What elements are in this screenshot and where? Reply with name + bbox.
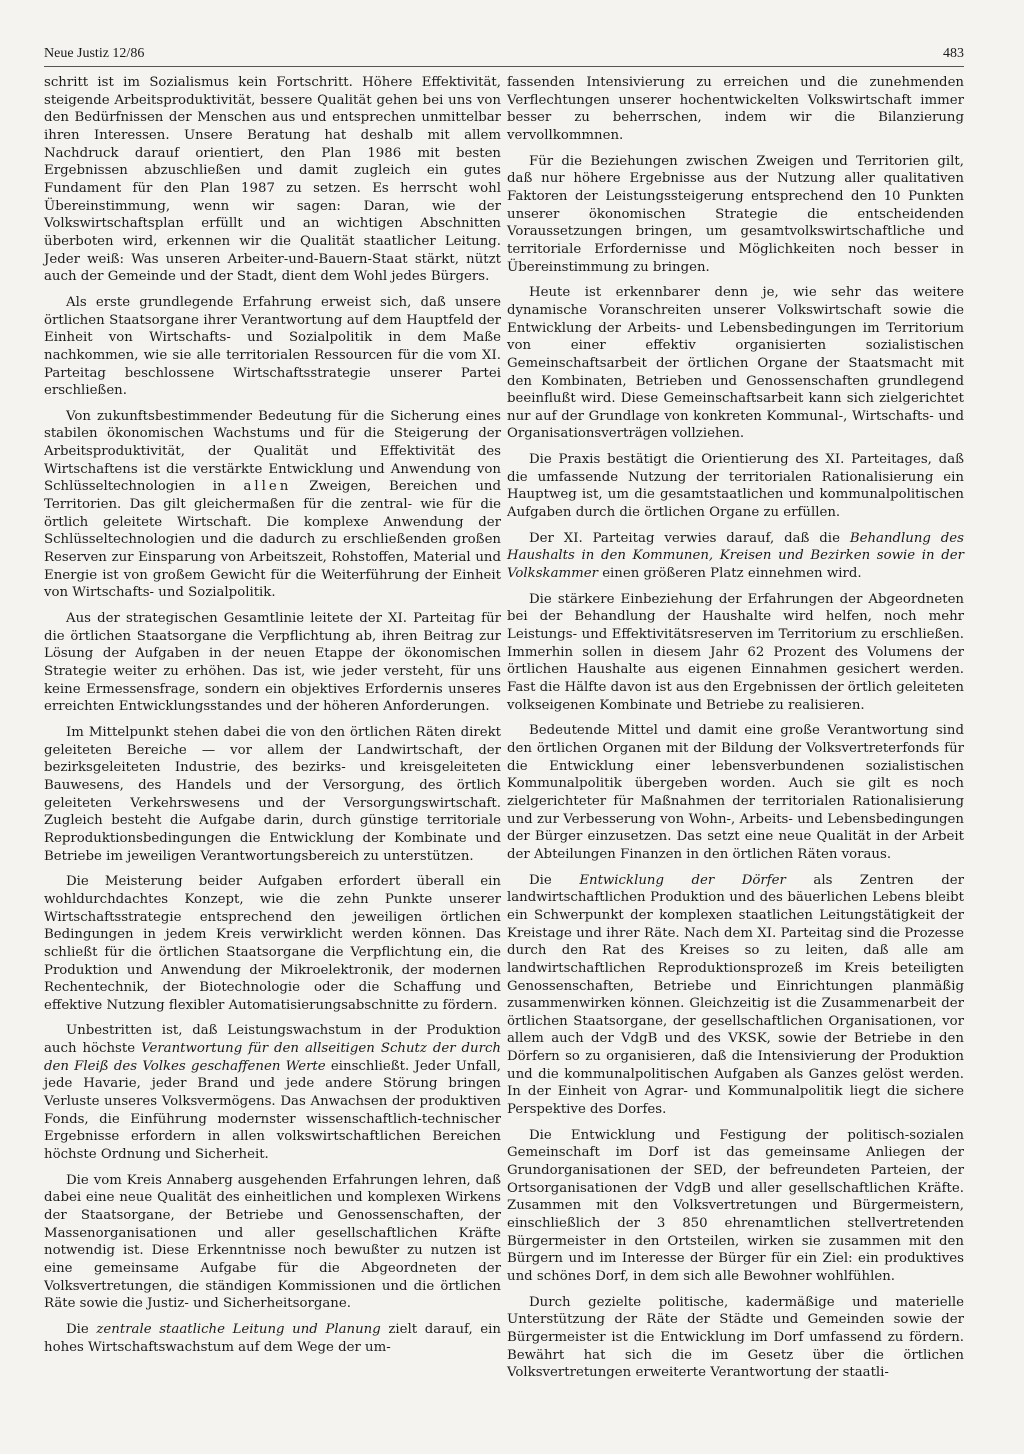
paragraph [507,872,964,1119]
paragraph: Die stärkere Einbeziehung der Erfahrungen der Abgeordneten bei der Behandlung der Haushalte wird helfen, noch mehr Leistungs- und Effektivitätsreserven im Territorium zu erschließen. Immerhin sollen in diesem Jahr 62 Prozent des Volumens der örtlichen Haushalte aus eigenen Einnahmen gesichert werden. Fast die Hälfte davon ist aus den Ergebnissen der örtlich geleiteten volkseigenen Kombinate und Betriebe zu realisieren. [507,591,964,713]
paragraph: Als erste grundlegende Erfahrung erweist sich, daß unsere örtlichen Staatsorgane ihrer Verantwortung auf dem Hauptfeld der Einheit von Wirtschafts- und Sozialpolitik in dem Maße nachkommen, wie sie alle territorialen Ressourcen für die vom XI. Parteitag beschlossene Wirtschaftsstrategie unserer Partei erschließen. [44,294,501,399]
paragraph-text: zielt darauf, ein hohes Wirtschaftswachstum auf dem Wege der um- [44,1321,501,1355]
paragraph: Die Meisterung beider Aufgaben erfordert überall ein wohldurchdachtes Konzept, wie die zehn Punkte unserer Wirtschaftsstrategie entsprechend den jeweiligen örtlichen Bedingungen in jedem Kreis verwirklicht werden können. Das schließt für die örtlichen Staatsorgane die Verpflichtung ein, die Produktion und Anwendung der Mikroelektronik, der modernen Rechentechnik, der Biotechnologie oder die Schaffung und effektive Nutzung flexibler Automatisierungsabschnitte zu fördern. [44,874,501,1013]
paragraph: Die Entwicklung und Festigung der politisch-sozialen Gemeinschaft im Dorf ist das gemeinsame Anliegen der Grundorganisationen der SED, der befreundeten Parteien, der Ortsorganisationen der VdgB und aller gesellschaftlichen Kräfte. Zusammen mit den Volksvertretungen und Bürgermeistern, einschließlich der 3 850 ehrenamtlichen stellvertretenden Bürgermeister in den Ortsteilen, wirken sie zusammen mit den Bürgern und im Interesse der Bürger für ein Ziel: ein produktives und schönes Dorf, in dem sich alle Bewohner wohlfühlen. [507,1127,964,1284]
paragraph: Heute ist erkennbarer denn je, wie sehr das weitere dynamische Voranschreiten unserer Volkswirtschaft sowie die Entwicklung der Arbeits- und Lebensbedingungen im Territorium von einer effektiv organisierten sozialistischen Gemeinschaftsarbeit der örtlichen Organe der Staatsmacht mit den Kombinaten, Betrieben und Genossenschaften grundlegend beeinflußt wird. Diese Gemeinschaftsarbeit kann sich zielgerichtet nur auf der Grundlage von konkreten Kommunal-, Wirtschafts- und Organisationsverträgen vollziehen. [507,285,964,442]
paragraph: Im Mittelpunkt stehen dabei die von den örtlichen Räten direkt geleiteten Bereiche — vor allem der Landwirtschaft, der bezirksgeleiteten Industrie, des bezirks- und kreisgeleiteten Bauwesens, des Handels und der Versorgung, des örtlich geleiteten Verkehrswesens und der Versorgungswirtschaft. Zugleich besteht die Aufgabe darin, durch günstige territoriale Reproduktionsbedingungen die Entwicklung der Kombinate und Betriebe im jeweiligen Verantwortungsbereich zu unterstützen. [44,724,501,864]
paragraph-text: einen größeren Platz einnehmen wird. [602,566,862,582]
paragraph-text: Zweigen, Bereichen und Territorien. Das gilt gleichermaßen für die zentral- wie für die örtlich geleitete Wirtschaft. Die komplexe Anwendung der Schlüsseltechnologien und die dadurch zu erschließenden großen Reserven zur Einsparung von Arbeitszeit, Rohstoffen, Material und Energie ist von großem Gewicht für die Weiterführung der Einheit von Wirtschafts- und Sozialpolitik. [44,479,501,601]
paragraph: schritt ist im Sozialismus kein Fortschritt. Höhere Effektivität, steigende Arbeitsproduktivität, bessere Qualität gehen bei uns von den Bedürfnissen der Menschen aus und entsprechen unmittelbar ihren Interessen. Unsere Beratung hat deshalb mit allem Nachdruck darauf orientiert, den Plan 1986 mit besten Ergebnissen abzuschließen und damit zugleich ein gutes Fundament für den Plan 1987 zu setzen. Es herrscht wohl Übereinstimmung, wenn wir sagen: Daran, wie der Volkswirtschaftsplan erfüllt und an wichtigen Abschnitten überboten wird, erkennen wir die Qualität staatlicher Leitung. Jeder weiß: Was unseren Arbeiter-und-Bauern-Staat stärkt, nützt auch der Gemeinde und der Stadt, dient dem Wohl jedes Bürgers. [44,75,501,285]
paragraph: Für die Beziehungen zwischen Zweigen und Territorien gilt, daß nur höhere Ergebnisse aus der Nutzung aller qualitativen Faktoren der Leistungssteigerung entsprechend den 10 Punkten unserer ökonomischen Strategie die entscheidenden Voraussetzungen bringen, um gesamtvolkswirtschaftliche und territoriale Erfordernisse und Möglichkeiten noch besser in Übereinstimmung zu bringen. [507,153,964,275]
paragraph-text: Die [529,872,552,888]
right-column [507,74,964,1390]
paragraph [507,530,964,583]
paragraph: Die vom Kreis Annaberg ausgehenden Erfahrungen lehren, daß dabei eine neue Qualität des einheitlichen und komplexen Wirkens der Staatsorgane, der Betriebe und Genossenschaften, der Massenorganisationen und aller gesellschaftlichen Kräfte notwendig ist. Diese Erkenntnisse noch bewußter zu nutzen ist eine gemeinsame Aufgabe für die Abgeordneten der Volksvertretungen, die ständigen Kommissionen und die örtlichen Räte sowie die Justiz- und Sicherheitsorgane. [44,1172,501,1312]
paragraph [44,408,501,602]
italic-emphasis: Behandlung des Haushalts in den Kommunen, Kreisen und Bezirken sowie in der Volkskammer [507,530,964,582]
italic-emphasis: zentrale staatliche Leitung und Planung [96,1321,381,1337]
journal-title: Neue Justiz 12/86 [44,46,145,61]
paragraph [44,1321,501,1356]
running-header [44,42,964,64]
paragraph-text: einschließt. Jeder Unfall, jede Havarie, jeder Brand und jede andere Störung bringen Verluste unseres Volksvermögens. Das Anwachsen der produktiven Fonds, die Einführung modernster wissenschaftlich-technischer Ergebnisse erfordern in allen volkswirtschaftlichen Bereichen höchste Ordnung und Sicherheit. [44,1058,502,1163]
header-rule [44,66,964,67]
italic-emphasis: Verantwortung für den allseitigen Schutz der durch den Fleiß des Volkes geschaffenen Werte [44,1041,501,1074]
paragraph-text: Von zukunftsbestimmender Bedeutung für die Sicherung eines stabilen ökonomischen Wachstums und für die Steigerung der Arbeitsproduktivität, der Qualität und Effektivität des Wirtschaftens ist die verstärkte Entwicklung und Anwendung von Schlüsseltechnologien in [44,408,501,495]
paragraph: Bedeutende Mittel und damit eine große Verantwortung sind den örtlichen Organen mit der Bildung der Volksvertreterfonds für die Entwicklung einer lebensverbundenen sozialistischen Kommunalpolitik übergeben worden. Auch sie gilt es noch zielgerichteter für Maßnahmen der territorialen Rationalisierung und zur Verbesserung von Wohn-, Arbeits- und Lebensbedingungen der Bürger einzusetzen. Das setzt eine neue Qualität in der Arbeit der Abteilungen Finanzen in den örtlichen Räten voraus. [507,723,964,862]
paragraph-text: Die [66,1321,89,1337]
spaced-emphasis: allen [243,479,292,495]
paragraph-text: als Zentren der landwirtschaftlichen Produktion und des bäuerlichen Lebens bleibt ein Schwerpunkt der komplexen staatlichen Leitungstätigkeit der Kreistage und ihrer Räte. Nach dem XI. Parteitag sind die Prozesse durch den Rat des Kreises so zu leiten, daß alle am landwirtschaftlichen Reproduktionsprozeß im Kreis beteiligten Genossenschaften, Betriebe und Einrichtungen planmäßig zusammenwirken können. Gleichzeitig ist die Zusammenarbeit der örtlichen Staatsorgane, der gesellschaftlichen Organisationen, vor allem auch der VdgB und des VKSK, sowie der Betriebe in den Dörfern so zu organisieren, daß die Intensivierung der Produktion und die kommunalpolitischen Aufgaben als Ganzes gelöst werden. In der Einheit von Agrar- und Kommunalpolitik liegt die sichere Perspektive des Dorfes. [507,872,964,1118]
paragraph-text: Unbestritten ist, daß Leistungswachstum in der Produktion auch höchste [44,1023,501,1057]
paragraph: Aus der strategischen Gesamtlinie leitete der XI. Parteitag für die örtlichen Staatsorgane die Verpflichtung ab, ihren Beitrag zur Lösung der Aufgaben in der neuen Etappe der ökonomischen Strategie weiter zu erhöhen. Das ist, wie jeder versteht, für uns keine Ermessensfrage, sondern ein objektives Erfordernis unseres erreichten Entwicklungsstandes und der höheren Anforderungen. [44,611,501,715]
page-number: 483 [943,46,964,61]
italic-emphasis: Entwicklung der Dörfer [579,872,786,888]
paragraph: fassenden Intensivierung zu erreichen und die zunehmenden Verflechtungen unserer hochentwickelten Volkswirtschaft immer besser zu beherrschen, indem wir die Bilanzierung vervollkommnen. [507,75,964,143]
paragraph: Durch gezielte politische, kadermäßige und materielle Unterstützung der Räte der Städte und Gemeinden sowie der Bürgermeister ist die Entwicklung im Dorf umfassend zu fördern. Bewährt hat sich die im Gesetz über die örtlichen Volksvertretungen erweiterte Verantwortung der staatli- [507,1294,964,1381]
left-column [44,74,501,1364]
paragraph: Die Praxis bestätigt die Orientierung des XI. Parteitages, daß die umfassende Nutzung der territorialen Rationalisierung ein Hauptweg ist, um die gesamtstaatlichen und kommunalpolitischen Aufgaben durch die örtlichen Organe zu erfüllen. [507,452,964,521]
paragraph [44,1022,501,1163]
paragraph-text: Der XI. Parteitag verwies darauf, daß die [529,530,840,546]
